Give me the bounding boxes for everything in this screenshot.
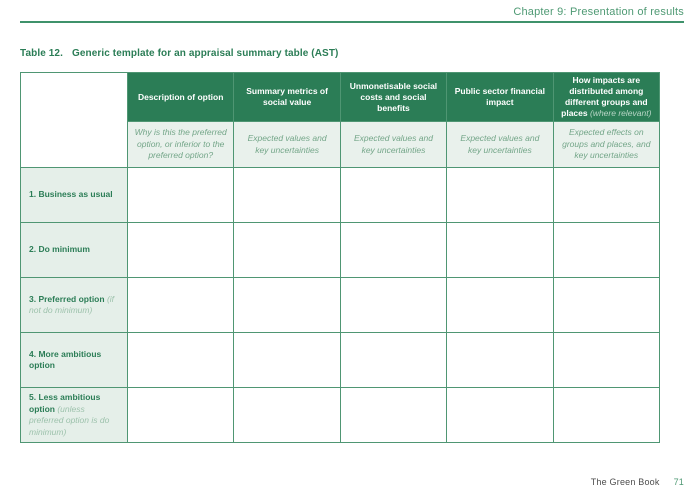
- column-header-unmonetisable: [340, 73, 446, 122]
- row-label-more-ambitious: [21, 333, 128, 388]
- row-label-text: 3. Preferred option: [29, 293, 105, 304]
- table-cell: [128, 168, 234, 223]
- row-label-business-as-usual: [21, 168, 128, 223]
- table-caption-text: Generic template for an appraisal summary table (AST): [71, 48, 339, 59]
- table-cell: [340, 278, 446, 333]
- table-cell: [553, 333, 659, 388]
- table-cell: [340, 168, 446, 223]
- table-cell: [553, 278, 659, 333]
- table-caption: [20, 48, 338, 59]
- table-cell: [553, 388, 659, 443]
- column-header-distribution: [553, 73, 659, 122]
- column-header-text: How impacts are distributed among different groups and places: [561, 75, 648, 119]
- table-cell: [447, 278, 553, 333]
- chapter-header-text: Chapter 9: Presentation of results: [513, 6, 684, 18]
- table-corner-blank: [21, 73, 128, 168]
- column-subheader-distribution: Expected effects on groups and places, and key uncertainties: [553, 122, 659, 168]
- row-label-text: 5. Less ambitious option: [29, 392, 101, 414]
- column-header-public-sector: [447, 73, 553, 122]
- row-label-text: 1. Business as usual: [29, 189, 113, 200]
- footer-page-number: 71: [673, 477, 684, 487]
- table-cell: [128, 388, 234, 443]
- appraisal-summary-table: [20, 72, 660, 443]
- table-cell: [128, 278, 234, 333]
- table-cell: [447, 168, 553, 223]
- table-cell: [234, 223, 340, 278]
- footer-book-title: The Green Book: [590, 477, 660, 487]
- table-row: [21, 278, 660, 333]
- column-subheader-public-sector: Expected values and key uncertainties: [447, 122, 553, 168]
- table-cell: [234, 388, 340, 443]
- running-header: [513, 6, 684, 18]
- table-cell: [447, 223, 553, 278]
- column-header-text: Unmonetisable social costs and social benefits: [349, 80, 438, 113]
- column-header-note: (where relevant): [589, 108, 652, 119]
- table-row: [21, 388, 660, 443]
- table-row: [21, 168, 660, 223]
- column-subheader-summary-metrics: Expected values and key uncertainties: [234, 122, 340, 168]
- table-row: [21, 333, 660, 388]
- table-cell: [234, 333, 340, 388]
- table-cell: [340, 333, 446, 388]
- table-cell: [128, 333, 234, 388]
- table-caption-number: Table 12.: [20, 48, 63, 59]
- page-footer: [591, 477, 684, 487]
- row-label-note: (if not do minimum): [29, 293, 115, 316]
- table-cell: [447, 388, 553, 443]
- table-cell: [234, 278, 340, 333]
- column-subheader-description: Why is this the preferred option, or inferior to the preferred option?: [128, 122, 234, 168]
- row-label-text: 2. Do minimum: [29, 244, 90, 255]
- table-cell: [553, 168, 659, 223]
- column-subheader-unmonetisable: Expected values and key uncertainties: [340, 122, 446, 168]
- column-header-text: Description of option: [137, 91, 224, 102]
- table-cell: [340, 388, 446, 443]
- table-cell: [128, 223, 234, 278]
- table-cell: [234, 168, 340, 223]
- row-label-text: 4. More ambitious option: [29, 348, 102, 371]
- column-header-description: [128, 73, 234, 122]
- row-label-note: (unless preferred option is do minimum): [29, 403, 110, 437]
- row-label-less-ambitious: [21, 388, 128, 443]
- table-row: [21, 223, 660, 278]
- table-cell: [447, 333, 553, 388]
- column-header-text: Summary metrics of social value: [246, 86, 328, 108]
- column-header-text: Public sector financial impact: [454, 86, 545, 108]
- table-cell: [553, 223, 659, 278]
- row-label-preferred-option: [21, 278, 128, 333]
- column-header-summary-metrics: [234, 73, 340, 122]
- table-cell: [340, 223, 446, 278]
- table-header-row: [21, 73, 660, 122]
- row-label-do-minimum: [21, 223, 128, 278]
- header-rule: [20, 21, 684, 23]
